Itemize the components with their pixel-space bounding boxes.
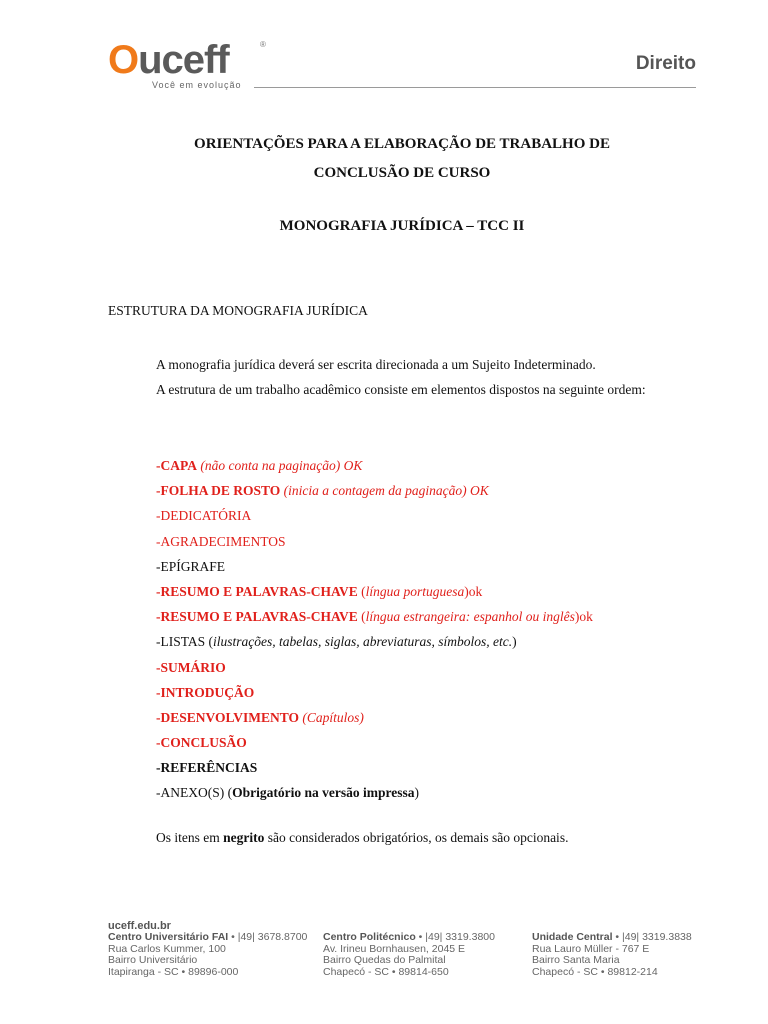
list-item-folha-de-rosto: -FOLHA DE ROSTO (inicia a contagem da paginação) OK [156, 483, 489, 499]
page-footer [108, 920, 698, 990]
logo-tagline: Você em evolução [152, 80, 242, 90]
structure-list [156, 453, 696, 806]
list-item-listas: -LISTAS (ilustrações, tabelas, siglas, abreviaturas, símbolos, etc.) [156, 634, 517, 650]
list-item-desenvolvimento: -DESENVOLVIMENTO (Capítulos) [156, 709, 364, 725]
footer-website: uceff.edu.br [108, 920, 171, 932]
title-line-2: CONCLUSÃO DE CURSO [313, 165, 491, 181]
header-divider [254, 87, 696, 88]
logo-wordmark: Ouceff [108, 38, 229, 82]
list-item-capa: -CAPA (não conta na paginação) OK [156, 458, 363, 473]
list-item-sumario: -SUMÁRIO [156, 659, 226, 675]
list-item-referencias: -REFERÊNCIAS [156, 760, 258, 776]
registered-mark: ® [260, 40, 266, 49]
header-section-label: Direito [635, 53, 696, 74]
list-item-conclusao: -CONCLUSÃO [156, 735, 247, 751]
paragraph-1: A monografia jurídica deverá ser escrita direcionada a um Sujeito Indeterminado. [156, 357, 596, 372]
page-header [0, 0, 768, 100]
section-heading: ESTRUTURA DA MONOGRAFIA JURÍDICA [108, 303, 368, 318]
required-items-note: Os itens em negrito são considerados obrigatórios, os demais são opcionais. [156, 830, 569, 845]
footer-campus-politecnico: Centro Politécnico • |49| 3319.3800 Av. Irineu Bornhausen, 2045 E Bairro Quedas do Palmital Chapecó - SC • 89814-650 [323, 931, 495, 978]
list-item-resumo-estrangeiro: -RESUMO E PALAVRAS-CHAVE (língua estrangeira: espanhol ou inglês)ok [156, 609, 593, 625]
uceff-logo [108, 38, 278, 94]
list-item-epigrafe: -EPÍGRAFE [156, 558, 226, 574]
list-item-introducao: -INTRODUÇÃO [156, 684, 255, 700]
title-line-1: ORIENTAÇÕES PARA A ELABORAÇÃO DE TRABALHO DE [194, 136, 610, 152]
footer-campus-fai: Centro Universitário FAI • |49| 3678.8700 Rua Carlos Kummer, 100 Bairro Universitário Itapiranga - SC • 89896-000 [108, 931, 308, 978]
footer-campus-central: Unidade Central • |49| 3319.3838 Rua Lauro Müller - 767 E Bairro Santa Maria Chapecó - SC • 89812-214 [532, 931, 692, 978]
paragraph-2: A estrutura de um trabalho acadêmico consiste em elementos dispostos na seguinte ordem: [156, 382, 646, 397]
list-item-dedicatoria: -DEDICATÓRIA [156, 508, 252, 524]
document-title [108, 130, 696, 188]
list-item-anexos: -ANEXO(S) (Obrigatório na versão impressa) [156, 785, 419, 801]
list-item-agradecimentos: -AGRADECIMENTOS [156, 533, 286, 549]
document-subtitle: MONOGRAFIA JURÍDICA – TCC II [279, 218, 525, 234]
list-item-resumo-pt: -RESUMO E PALAVRAS-CHAVE (língua portuguesa)ok [156, 583, 483, 599]
